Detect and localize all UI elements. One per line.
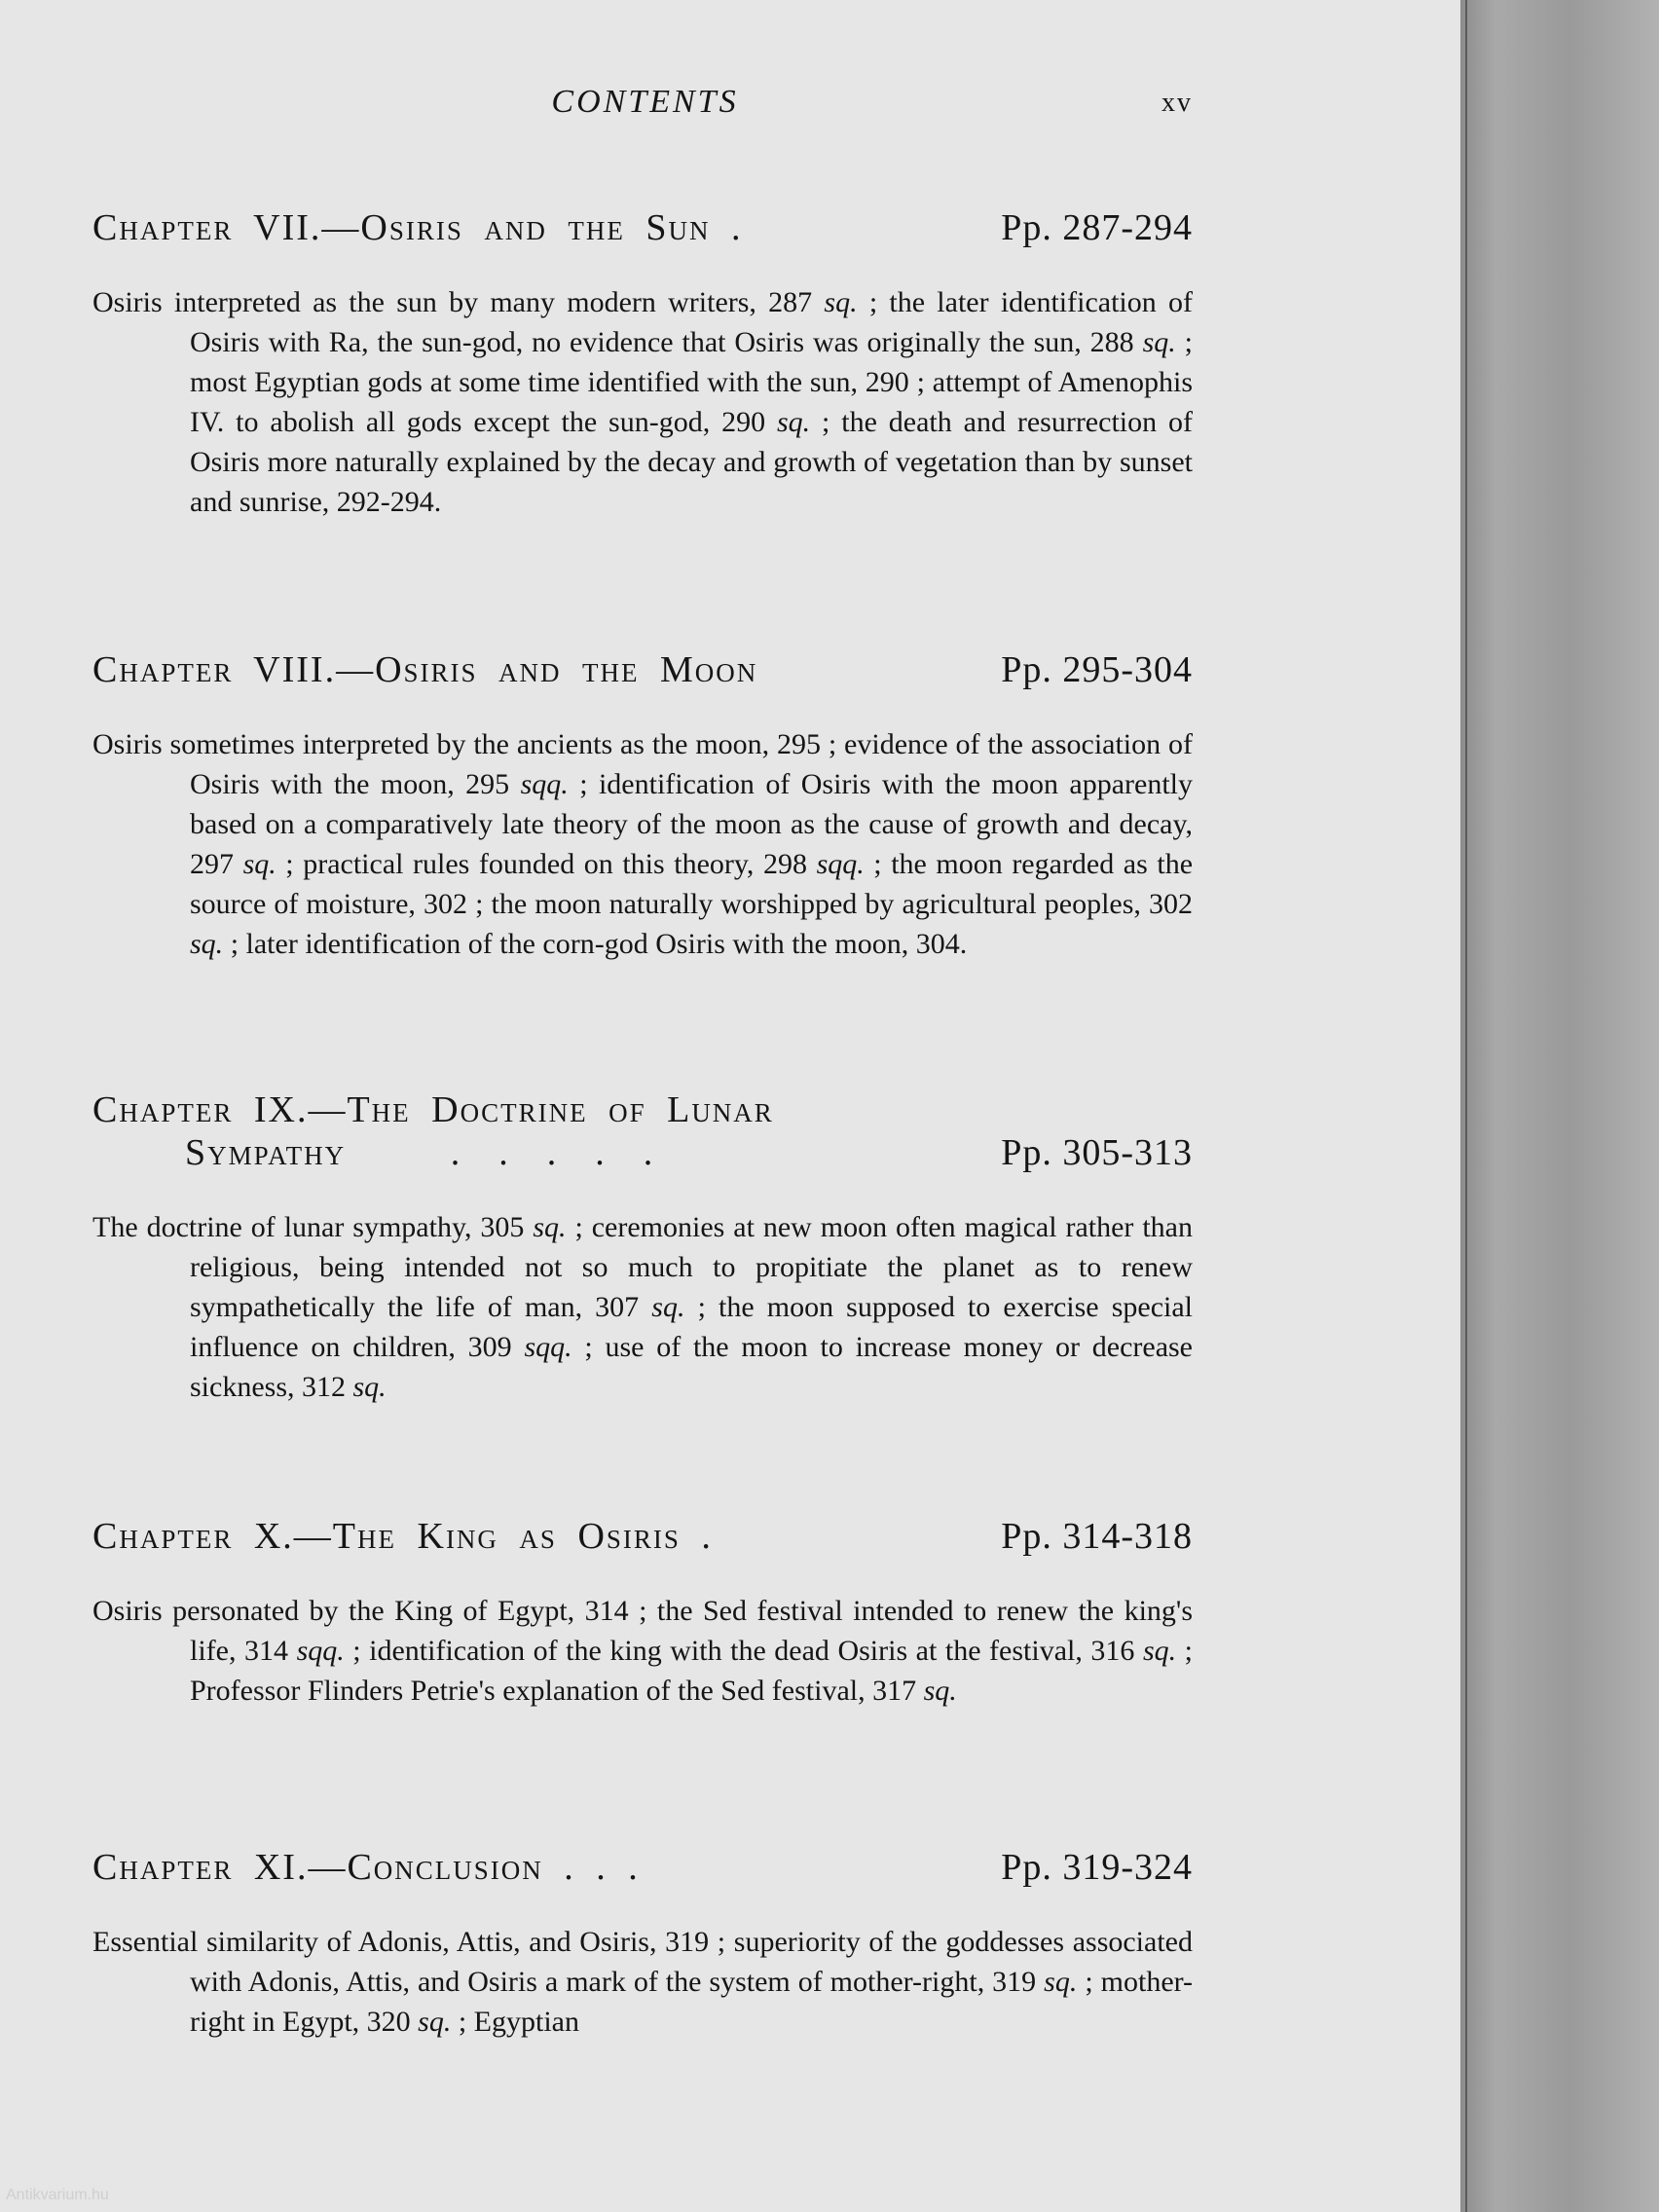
chapter-title: Chapter VIII.—Osiris and the Moon [92, 649, 758, 690]
chapter-pages: Pp. 305-313 [1001, 1132, 1193, 1173]
running-head [97, 84, 1193, 132]
leader-dots: ..... [450, 1132, 692, 1173]
chapter-summary: Essential similarity of Adonis, Attis, and Osiris, 319 ; superiority of the goddesses associated with Adonis, Attis, and Osiris a mark of the system of mother-right, 319 sq. ; mother-right in Egypt, 320 sq. ; Egyptian [92, 1926, 1194, 2038]
chapter-title: Chapter VII.—Osiris and the Sun . [92, 207, 743, 248]
chapter-heading [92, 1515, 1193, 1558]
chapter-heading [92, 1846, 1193, 1889]
chapter-pages: Pp. 295-304 [1001, 649, 1193, 690]
chapter-title: Chapter X.—The King as Osiris . [92, 1516, 713, 1557]
chapter-pages: Pp. 287-294 [1001, 207, 1193, 248]
chapter-pages: Pp. 314-318 [1001, 1516, 1193, 1557]
chapter-ix [92, 1088, 1193, 1436]
book-gutter-shadow [1460, 0, 1659, 2212]
chapter-heading [92, 1088, 1193, 1174]
chapter-summary: Osiris sometimes interpreted by the ancients as the moon, 295 ; evidence of the association of Osiris with the moon, 295 sqq. ; identification of Osiris with the moon apparently based on a comparatively late theory of the moon as the cause of growth and decay, 297 sq. ; practical rules founded on this theory, 298 sqq. ; the moon regarded as the source of moisture, 302 ; the moon naturally worshipped by agricultural peoples, 302 sq. ; later identification of the corn-god Osiris with the moon, 304. [92, 728, 1194, 960]
chapter-x [92, 1515, 1193, 1740]
watermark: Antikvarium.hu [6, 2187, 109, 2203]
page-number: xv [1161, 88, 1193, 118]
chapter-vii [92, 206, 1193, 551]
page-edge [1465, 0, 1467, 2212]
chapter-heading [92, 206, 1193, 249]
chapter-pages: Pp. 319-324 [1001, 1847, 1193, 1888]
chapter-title-line-2 [185, 1131, 930, 1174]
chapter-heading [92, 648, 1193, 691]
chapter-summary: The doctrine of lunar sympathy, 305 sq. ; ceremonies at new moon often magical rather than religious, being intended not so much to propitiate the planet as to renew sympathetically the life of man, 307 sq. ; the moon supposed to exercise special influence on children, 309 sqq. ; use of the moon to increase money or decrease sickness, 312 sq. [92, 1211, 1193, 1403]
chapter-title-line-1: Chapter IX.—The Doctrine of Lunar [92, 1089, 774, 1130]
running-head-title: CONTENTS [551, 84, 739, 120]
chapter-summary: Osiris interpreted as the sun by many modern writers, 287 sq. ; the later identification of Osiris with Ra, the sun-god, no evidence that Osiris was originally the sun, 288 sq. ; most Egyptian gods at some time identified with the sun, 290 ; attempt of Amenophis IV. to abolish all gods except the sun-god, 290 sq. ; the death and resurrection of Osiris more naturally explained by the decay and growth of vegetation than by sunset and sunrise, 292-294. [92, 286, 1193, 518]
chapter-viii [92, 648, 1193, 993]
chapter-title [92, 1088, 930, 1174]
chapter-summary: Osiris personated by the King of Egypt, 314 ; the Sed festival intended to renew the king's life, 314 sqq. ; identification of the king with the dead Osiris at the festival, 316 sq. ; Professor Flinders Petrie's explanation of the Sed festival, 317 sq. [92, 1595, 1193, 1707]
chapter-title-sympathy: Sympathy [185, 1132, 347, 1173]
chapter-title: Chapter XI.—Conclusion . . . [92, 1847, 640, 1888]
chapter-xi [92, 1846, 1193, 2071]
